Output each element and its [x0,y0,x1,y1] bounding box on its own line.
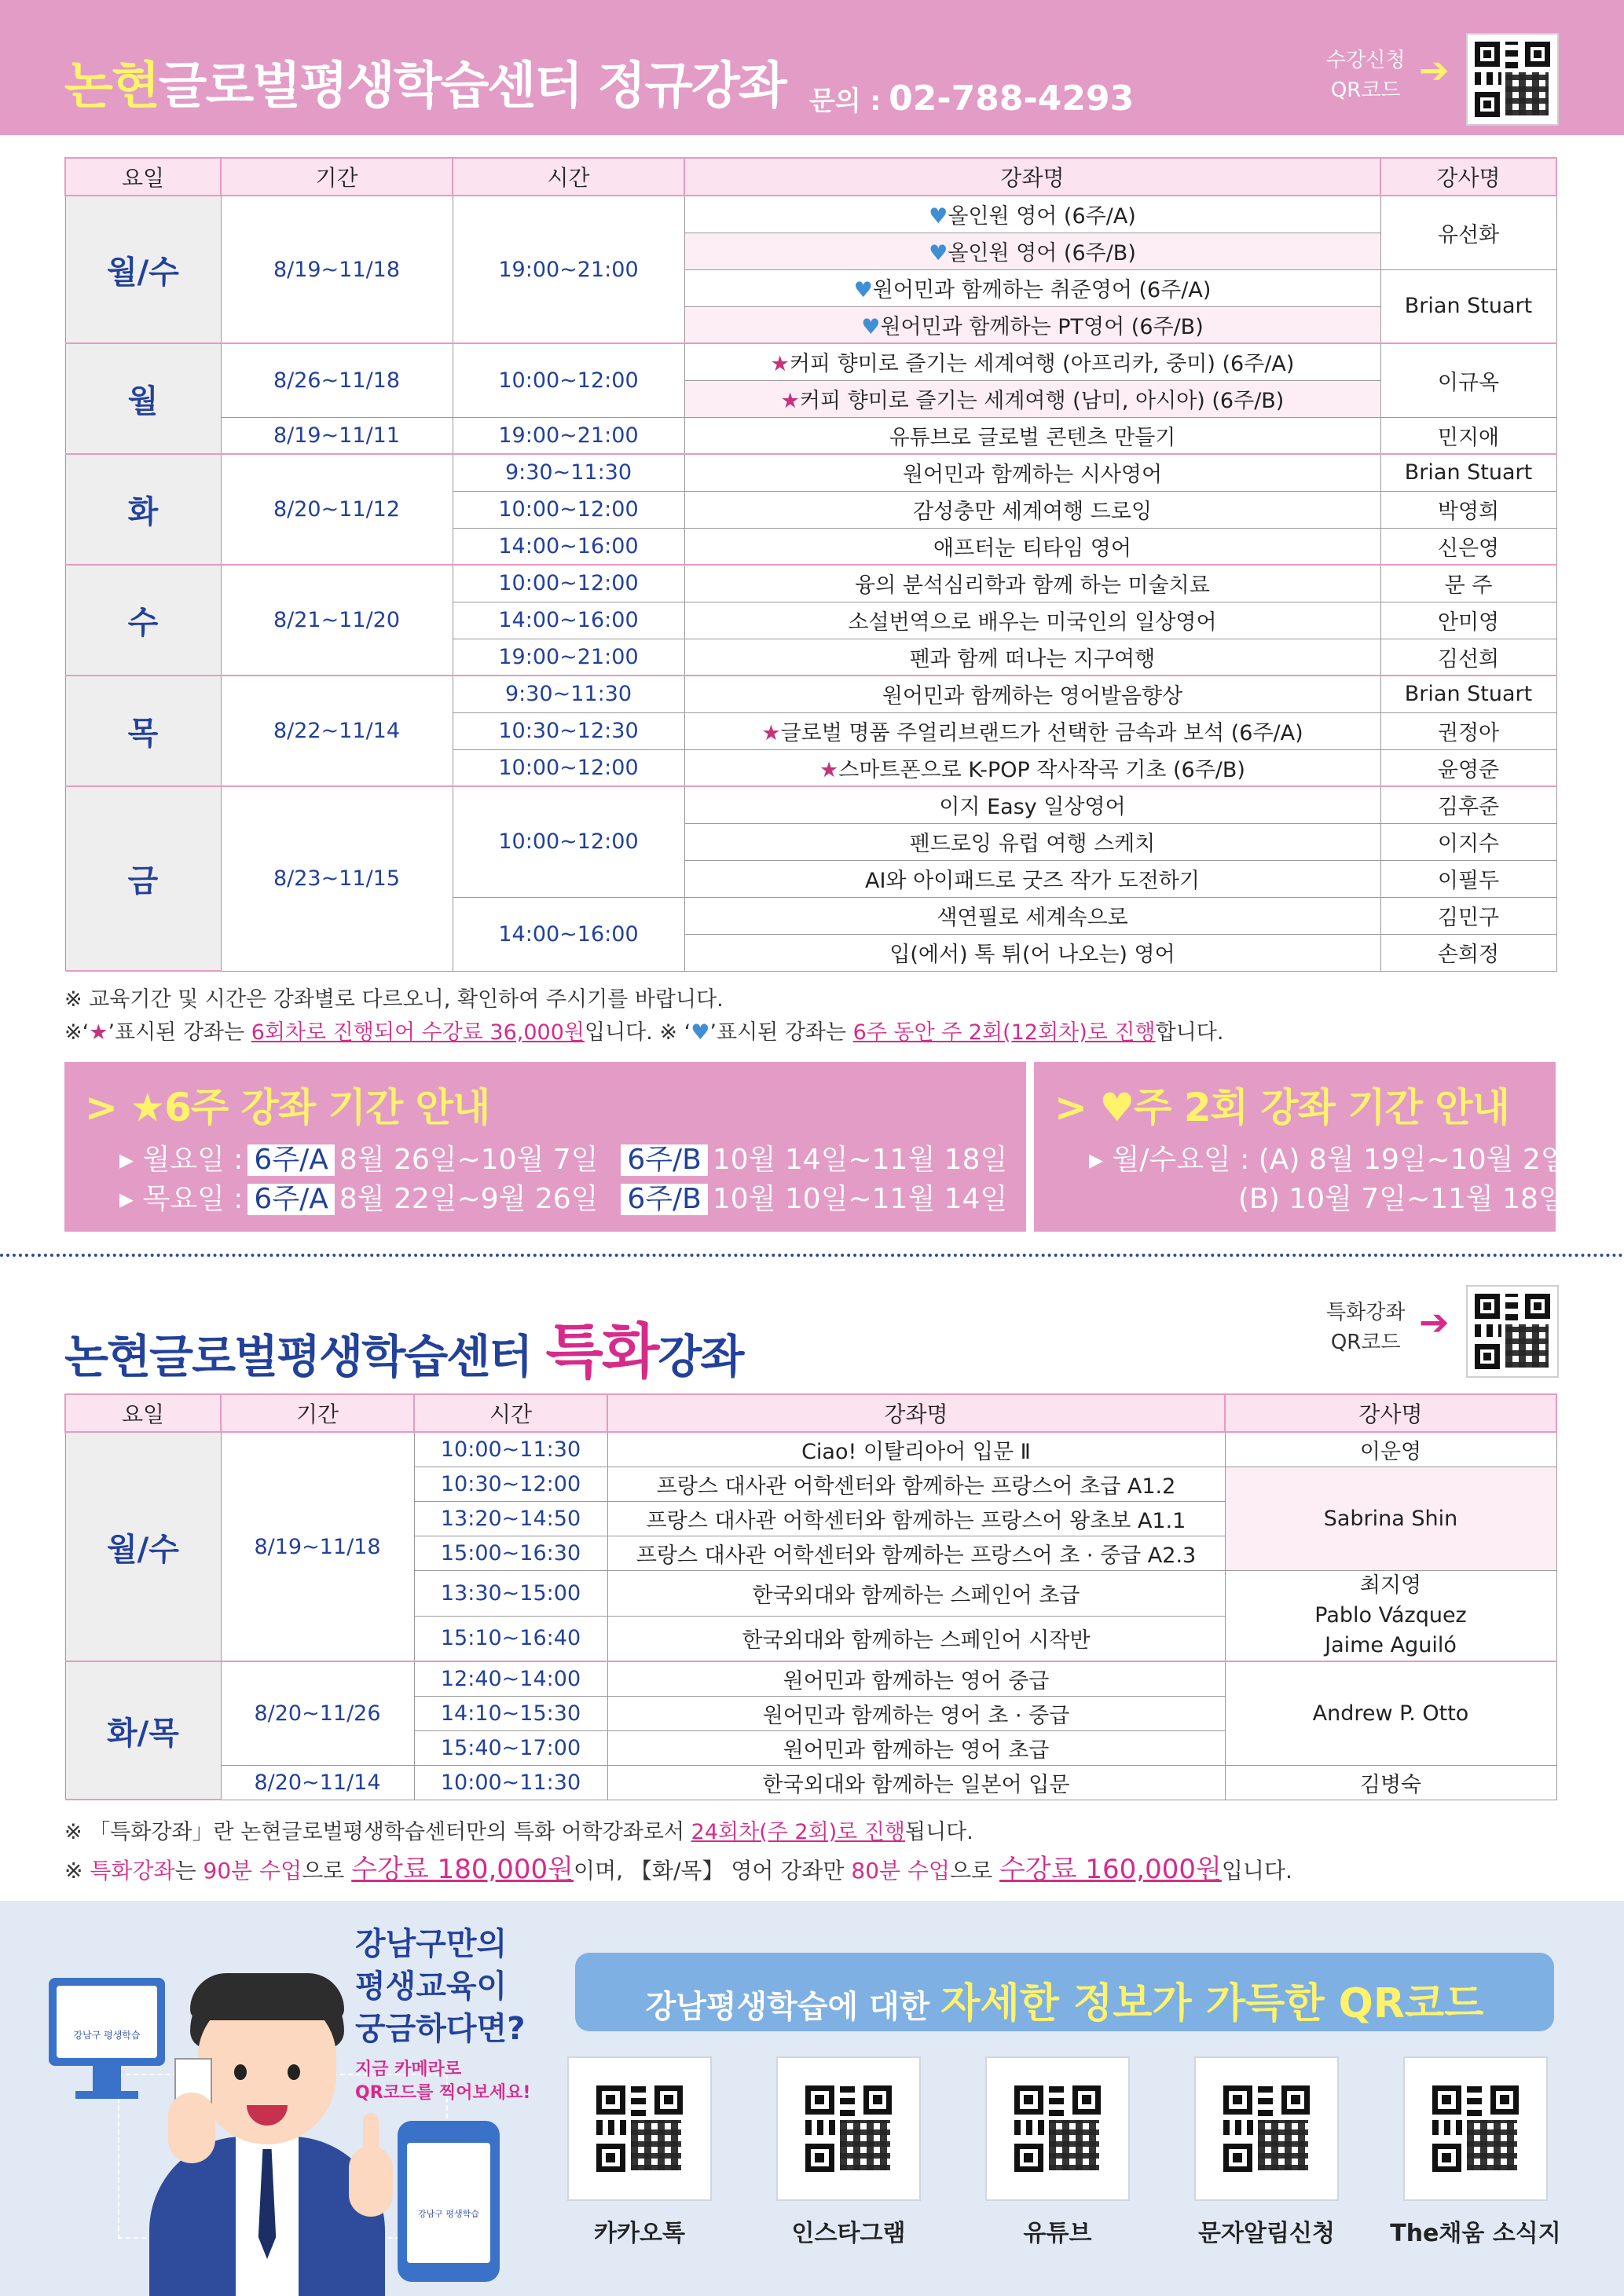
spanish-teachers: 최지영 Pablo Vázquez Jaime Aguiló [1225,1570,1556,1661]
arrow-right-icon: ➔ [1419,1301,1450,1343]
twice-weekly-period-title: > ♥주 2회 강좌 기간 안내 [1054,1085,1509,1130]
table-row: 10:30~12:00 프랑스 대사관 어학센터와 함께하는 프랑스어 초급 A1.2 Sabrina Shin [65,1467,1556,1501]
day-cell: 화 [65,454,221,565]
header-band [0,0,1624,135]
page-title: 논현글로벌평생학습센터 정규강좌 [64,57,786,115]
instagram-qr-code[interactable] [776,2056,921,2201]
newsletter-qr-label: The채움 소식지 [1390,2220,1561,2247]
sms-alert-qr-label: 문자알림신청 [1198,2220,1335,2247]
table-row: 화 8/20~11/12 9:30~11:30 원어민과 함께하는 시사영어 Brian Stuart [65,454,1556,491]
mon-wed-period-line-b: (B) 10월 7일~11월 18일 [1238,1183,1566,1215]
monitor-icon: 강남구 평생학습 [49,1978,165,2066]
table-row: 10:30~12:30 ★글로벌 명품 주얼리브랜드가 선택한 금속과 보석 (6주/A) 권정아 [65,712,1556,749]
table-row: 입(에서) 톡 튀(어 나오는) 영어 손희정 [65,934,1556,971]
table-row: 14:00~16:00 애프터눈 티타임 영어 신은영 [65,528,1556,565]
footer-question: 강남구만의 평생교육이 궁금하다면? [355,1926,526,2047]
youtube-qr-code[interactable] [985,2056,1130,2201]
regular-note-2: ※‘★’표시된 강좌는 6회차로 진행되어 수강료 36,000원입니다. ※ ‘♥’표시된 강좌는 6주 동안 주 2회(12회차)로 진행합니다. [64,1020,1224,1045]
table-row: 월/수 8/19~11/18 10:00~11:30 Ciao! 이탈리아어 입문 Ⅱ 이운영 [65,1432,1556,1467]
inquiry-phone: 문의 : 02-788-4293 [809,79,1135,119]
day-cell: 월/수 [65,196,221,343]
table-row: 19:00~21:00 펜과 함께 떠나는 지구여행 김선희 [65,639,1556,676]
heart-icon: ♥ [929,241,948,265]
star-icon: ★ [770,352,790,377]
day-cell: 수 [65,565,221,676]
special-note-1: ※ 「특화강좌」란 논현글로벌평생학습센터만의 특화 어학강좌로서 24회차(주 2회)로 진행됩니다. [64,1820,973,1844]
table-row: 15:40~17:00 원어민과 함께하는 영어 초급 [65,1730,1556,1765]
register-qr-caption: 수강신청 QR코드 [1326,49,1406,102]
six-week-period-box [64,1062,1026,1232]
star-icon: ★ [780,389,800,413]
youtube-qr-label: 유튜브 [1023,2220,1092,2247]
table-row: 13:20~14:50 프랑스 대사관 어학센터와 함께하는 프랑스어 왕초보 A1.1 [65,1501,1556,1536]
regular-course-table [64,157,1557,972]
heart-icon: ♥ [691,1020,710,1045]
day-cell: 목 [65,676,221,786]
kakaotalk-qr-code[interactable] [567,2056,712,2201]
day-cell: 월/수 [65,1432,221,1661]
table-row: 15:10~16:40 한국외대와 함께하는 스페인어 시작반 [65,1616,1556,1661]
table-row: 15:00~16:30 프랑스 대사관 어학센터와 함께하는 프랑스어 초 · 중급 A2.3 [65,1536,1556,1570]
table-row: 펜드로잉 유럽 여행 스케치 이지수 [65,823,1556,860]
table-row: AI와 아이패드로 굿즈 작가 도전하기 이필두 [65,860,1556,897]
instagram-qr-label: 인스타그램 [791,2220,906,2247]
footer-instruction: 지금 카메라로 QR코드를 찍어보세요! [355,2060,531,2103]
table-row: 14:00~16:00 색연필로 세계속으로 김민구 [65,897,1556,934]
table-row: 10:00~12:00 ★스마트폰으로 K-POP 작사작곡 기초 (6주/B) 윤영준 [65,749,1556,786]
regular-note-1: ※ 교육기간 및 시간은 강좌별로 다르오니, 확인하여 주시기를 바랍니다. [64,987,724,1012]
table-header-row: 요일 기간 시간 강좌명 강사명 [65,158,1556,196]
table-row: ♥올인원 영어 (6주/B) [65,233,1556,269]
day-cell: 화/목 [65,1661,221,1800]
phone-icon: 강남구 평생학습 [398,2121,500,2282]
star-icon: ★ [819,757,839,782]
table-row: 수 8/21~11/20 10:00~12:00 융의 분석심리학과 함께 하는 미술치료 문 주 [65,565,1556,602]
heart-icon: ♥ [861,314,881,339]
newsletter-qr-code[interactable] [1403,2056,1548,2201]
thursday-period-line: ▸ 목요일 : 6주/A 8월 22일~9월 26일 6주/B 10월 10일~11월 14일 [119,1183,1008,1215]
special-note-2: ※ 특화강좌는 90분 수업으로 수강료 180,000원이며, 【화/목】 영어 강좌만 80분 수업으로 수강료 160,000원입니다. [64,1854,1292,1885]
table-row: 13:30~15:00 한국외대와 함께하는 스페인어 초급 최지영 Pablo Vázquez Jaime Aguiló [65,1570,1556,1616]
star-icon: ★ [89,1020,108,1045]
table-row: ♥원어민과 함께하는 PT영어 (6주/B) [65,306,1556,343]
special-qr-code[interactable] [1466,1285,1559,1378]
day-cell: 금 [65,786,221,971]
star-icon: ★ [761,721,781,745]
table-row: 14:00~16:00 소설번역으로 배우는 미국인의 일상영어 안미영 [65,602,1556,639]
table-row: ♥원어민과 함께하는 취준영어 (6주/A) Brian Stuart [65,269,1556,306]
table-row: 목 8/22~11/14 9:30~11:30 원어민과 함께하는 영어발음향상 Brian Stuart [65,676,1556,712]
table-row: ★커피 향미로 즐기는 세계여행 (남미, 아시아) (6주/B) [65,380,1556,417]
table-row: 화/목 8/20~11/26 12:40~14:00 원어민과 함께하는 영어 중급 Andrew P. Otto [65,1661,1556,1696]
special-course-table [64,1393,1557,1800]
heart-icon: ♥ [853,278,873,302]
heart-icon: ♥ [929,204,948,229]
qr-info-banner: 강남평생학습에 대한 자세한 정보가 가득한 QR코드 [575,1953,1554,2031]
table-row: 8/19~11/11 19:00~21:00 유튜브로 글로벌 콘텐츠 만들기 민지애 [65,417,1556,454]
monday-period-line: ▸ 월요일 : 6주/A 8월 26일~10월 7일 6주/B 10월 14일~11월 18일 [119,1144,1008,1176]
table-row: 8/20~11/14 10:00~11:30 한국외대와 함께하는 일본어 입문 김병숙 [65,1765,1556,1800]
table-row: 10:00~12:00 감성충만 세계여행 드로잉 박영희 [65,491,1556,528]
table-row: 월/수 8/19~11/18 19:00~21:00 ♥올인원 영어 (6주/A) 유선화 [65,196,1556,233]
six-week-period-title: > ★6주 강좌 기간 안내 [85,1085,490,1130]
mon-wed-period-line-a: ▸ 월/수요일 : (A) 8월 19일~10월 2일 [1089,1144,1568,1176]
table-row: 금 8/23~11/15 10:00~12:00 이지 Easy 일상영어 김후준 [65,786,1556,823]
special-qr-caption: 특화강좌 QR코드 [1326,1301,1406,1354]
special-section-title: 논현글로벌평생학습센터 특화강좌 [64,1316,743,1386]
table-row: 월 8/26~11/18 10:00~12:00 ★커피 향미로 즐기는 세계여행 (아프리카, 중미) (6주/A) 이규옥 [65,343,1556,380]
table-row: 14:10~15:30 원어민과 함께하는 영어 초 · 중급 [65,1696,1556,1730]
kakaotalk-qr-label: 카카오톡 [594,2220,685,2247]
day-cell: 월 [65,343,221,454]
arrow-right-icon: ➔ [1419,49,1450,91]
table-header-row: 요일 기간 시간 강좌명 강사명 [65,1394,1556,1432]
twice-weekly-period-box [1034,1062,1568,1232]
sms-alert-qr-code[interactable] [1194,2056,1339,2201]
register-qr-code[interactable] [1466,33,1559,126]
dotted-divider [0,1254,1624,1257]
